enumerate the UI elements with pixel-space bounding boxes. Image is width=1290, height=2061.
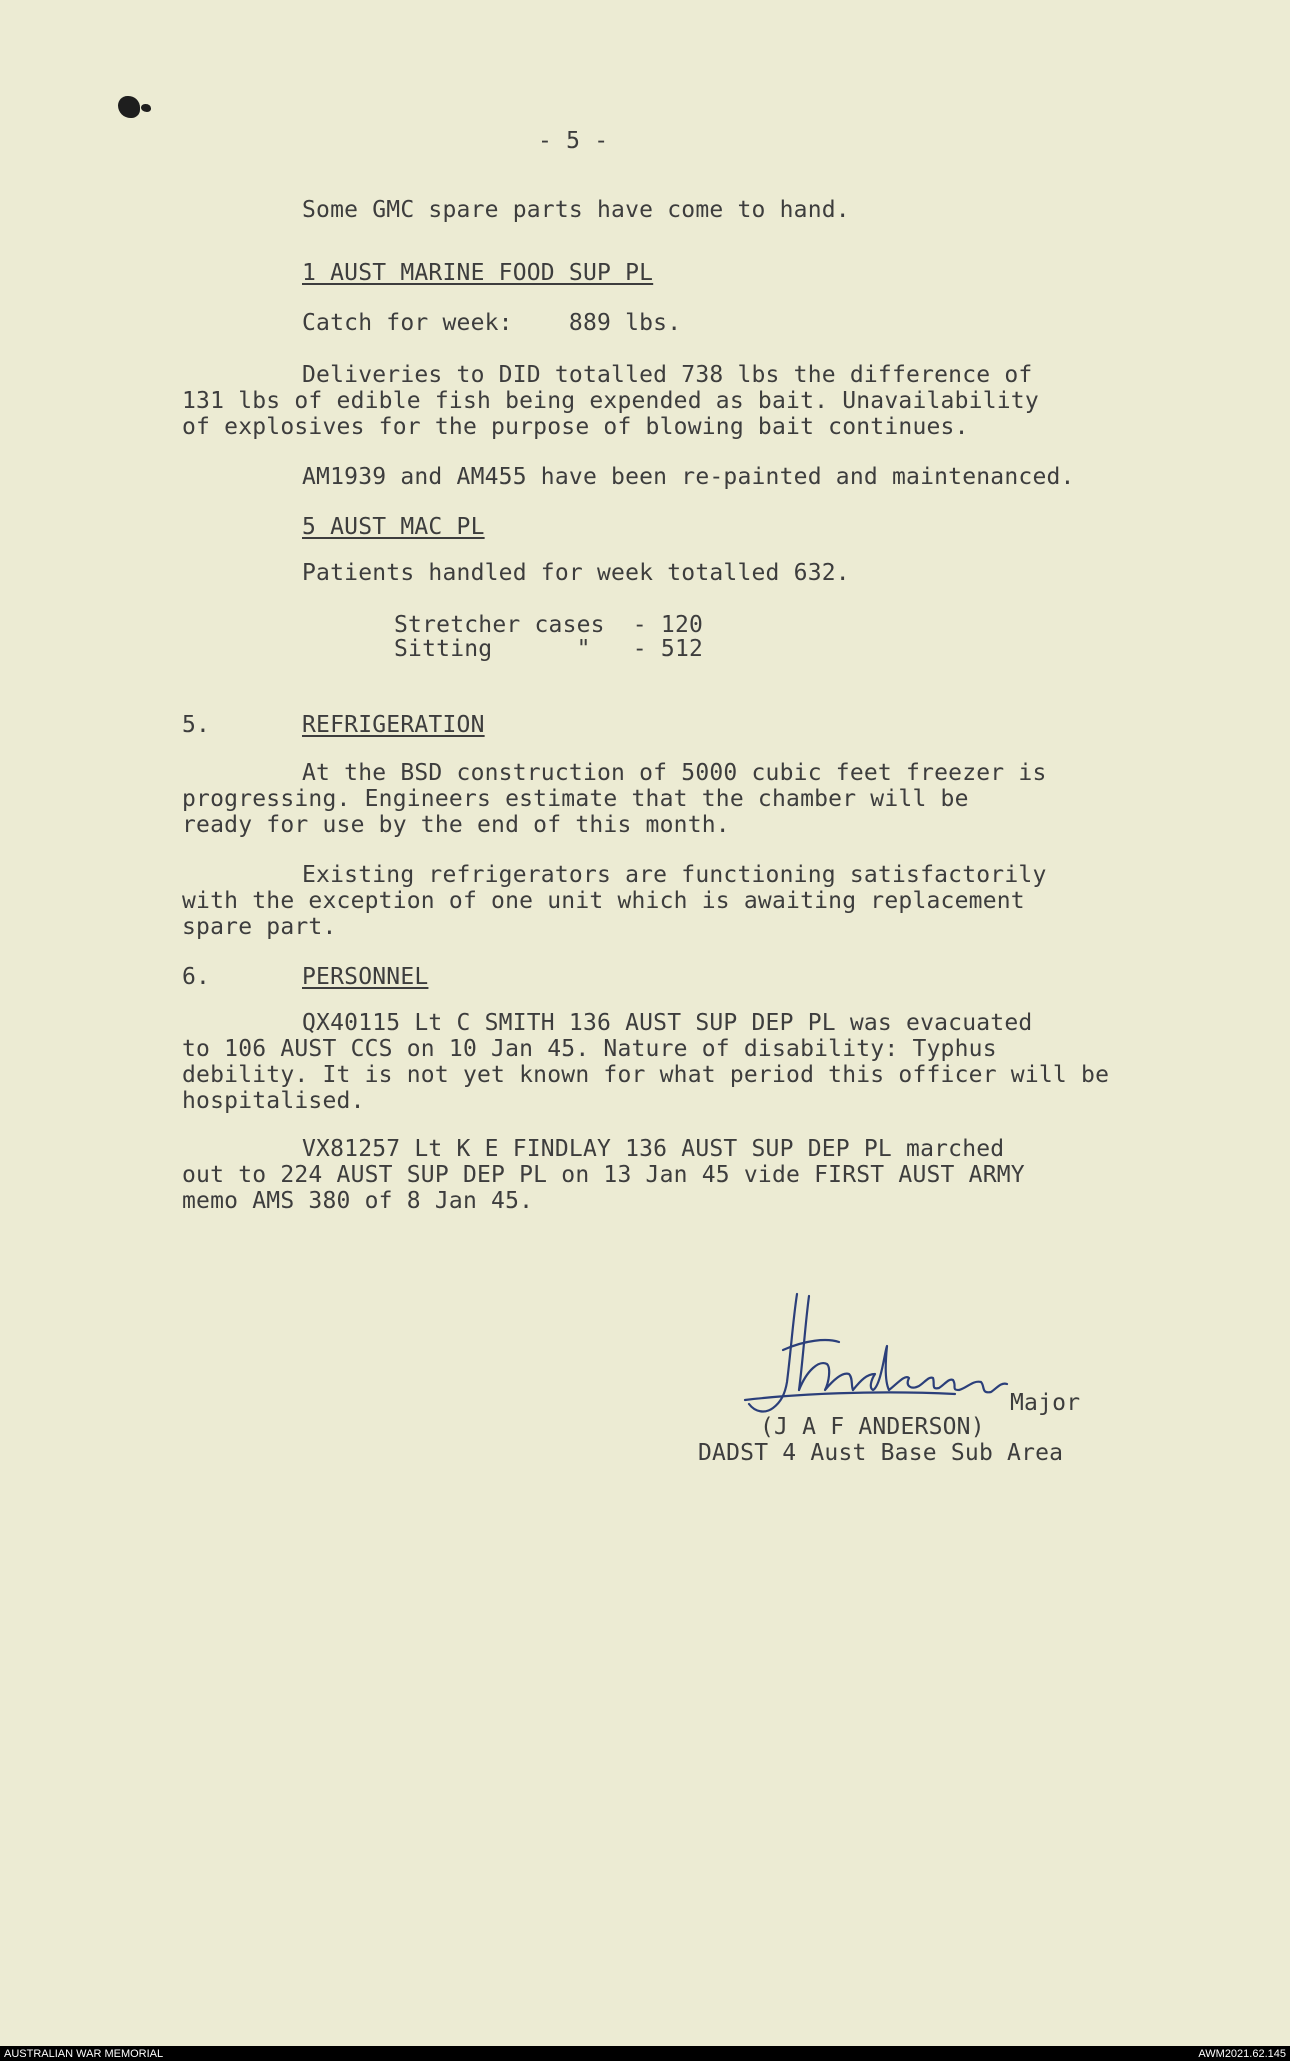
footer-institution: AUSTRALIAN WAR MEMORIAL [4,2048,164,2060]
text-line: hospitalised. [182,1088,365,1114]
text-line: Stretcher cases - 120 [394,612,704,638]
text-line: QX40115 Lt C SMITH 136 AUST SUP DEP PL was evacuated [302,1010,1033,1036]
text-line: with the exception of one unit which is awaiting replacement [182,888,1025,914]
signature-rank: Major [1010,1390,1081,1416]
footer-reference: AWM2021.62.145 [1198,2048,1286,2060]
text-line: ready for use by the end of this month. [182,812,730,838]
text-line: VX81257 Lt K E FINDLAY 136 AUST SUP DEP PL marched [302,1136,1005,1162]
text-line: progressing. Engineers estimate that the chamber will be [182,786,969,812]
footer-bar [0,2047,1290,2061]
text-line: Deliveries to DID totalled 738 lbs the difference of [302,362,1033,388]
text-line: Catch for week: 889 lbs. [302,310,682,336]
text-line: spare part. [182,914,337,940]
text-line: of explosives for the purpose of blowing bait continues. [182,414,969,440]
text-line: 131 lbs of edible fish being expended as bait. Unavailability [182,388,1039,414]
signature-name: (J A F ANDERSON) [760,1414,985,1440]
text-line: Patients handled for week totalled 632. [302,560,850,586]
section-number: 6. [182,964,211,990]
section-heading: REFRIGERATION [302,712,485,738]
text-line: memo AMS 380 of 8 Jan 45. [182,1188,534,1214]
section-heading: 1 AUST MARINE FOOD SUP PL [302,260,654,286]
punch-hole-mark [141,104,151,112]
text-line: Some GMC spare parts have come to hand. [302,197,850,223]
text-line: debility. It is not yet known for what period this officer will be [182,1062,1110,1088]
signature-appointment: DADST 4 Aust Base Sub Area [698,1440,1064,1466]
text-line: At the BSD construction of 5000 cubic feet freezer is [302,760,1047,786]
handwritten-signature [735,1290,1015,1430]
text-line: AM1939 and AM455 have been re-painted and maintenanced. [302,464,1075,490]
page-number: - 5 - [538,128,609,154]
punch-hole [118,96,140,118]
section-number: 5. [182,712,211,738]
text-line: out to 224 AUST SUP DEP PL on 13 Jan 45 vide FIRST AUST ARMY [182,1162,1025,1188]
text-line: Existing refrigerators are functioning satisfactorily [302,862,1047,888]
text-line: Sitting " - 512 [394,636,704,662]
section-heading: 5 AUST MAC PL [302,514,485,540]
text-line: to 106 AUST CCS on 10 Jan 45. Nature of disability: Typhus [182,1036,997,1062]
section-heading: PERSONNEL [302,964,429,990]
